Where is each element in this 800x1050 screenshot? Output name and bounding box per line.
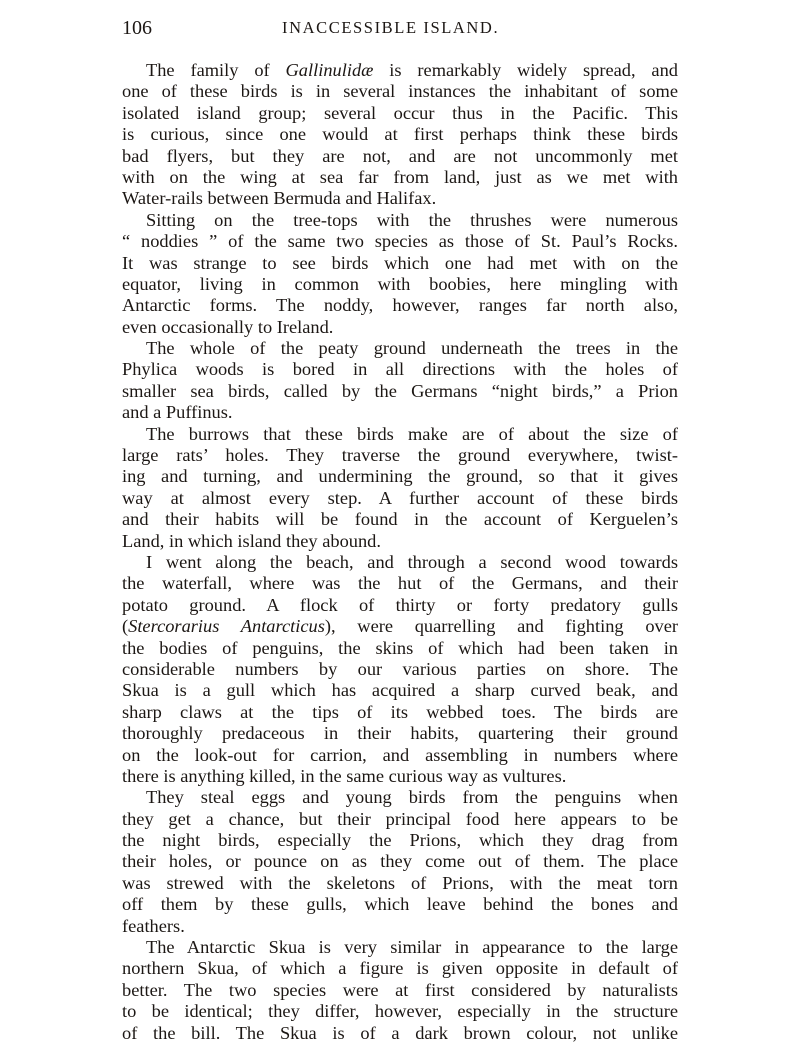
text-run: The burrows that these birds make are of about the size of (146, 423, 678, 444)
text-run: better. The two species were at first considered by naturalists (122, 979, 678, 1000)
text-run: way at almost every step. A further account of these birds (122, 487, 678, 508)
text-run: Water-rails between Bermuda and Halifax. (122, 188, 437, 209)
text-line (122, 787, 678, 808)
text-run: sharp claws at the tips of its webbed toes. The birds are (122, 701, 678, 722)
text-run: Sitting on the tree-tops with the thrushes were numerous (146, 209, 678, 230)
text-run: Antarctic forms. The noddy, however, ranges far north also, (122, 295, 678, 316)
text-run: Phylica woods is bored in all directions with the holes of (122, 359, 678, 380)
text-line (122, 680, 678, 701)
text-run: there is anything killed, in the same curious way as vultures. (122, 765, 567, 786)
text-run: northern Skua, of which a figure is given opposite in default of (122, 958, 678, 979)
body-text (122, 60, 678, 1044)
text-line (122, 295, 678, 316)
text-line (122, 445, 678, 466)
text-line (122, 531, 678, 552)
text-run: The Antarctic Skua is very similar in appearance to the large (146, 937, 678, 958)
text-line (122, 231, 678, 252)
text-run: The whole of the peaty ground underneath the trees in the (146, 338, 678, 359)
text-run: I went along the beach, and through a second wood towards (146, 551, 678, 572)
text-line (122, 638, 678, 659)
text-line (122, 381, 678, 402)
text-run: ing and turning, and undermining the ground, so that it gives (122, 466, 678, 487)
text-run: one of these birds is in several instances the inhabitant of some (122, 81, 678, 102)
text-line (122, 466, 678, 487)
text-run: smaller sea birds, called by the Germans “night birds,” a Prion (122, 380, 678, 401)
text-line (122, 659, 678, 680)
text-run: their holes, or pounce on as they come out of them. The place (122, 851, 678, 872)
text-line (122, 253, 678, 274)
text-run: “ noddies ” of the same two species as those of St. Paul’s Rocks. (122, 231, 678, 252)
text-line (122, 167, 678, 188)
text-run: off them by these gulls, which leave behind the bones and (122, 894, 678, 915)
text-run: thoroughly predaceous in their habits, quartering their ground (122, 723, 678, 744)
text-line (122, 745, 678, 766)
text-line (122, 488, 678, 509)
page-header (122, 14, 678, 42)
text-line (122, 809, 678, 830)
text-run: of the bill. The Skua is of a dark brown colour, not unlike (122, 1022, 678, 1043)
text-line (122, 552, 678, 573)
text-line (122, 894, 678, 915)
text-line (122, 851, 678, 872)
text-run: Skua is a gull which has acquired a sharp curved beak, and (122, 680, 678, 701)
text-run: considerable numbers by our various parties on shore. The (122, 658, 678, 679)
page-number: 106 (122, 17, 152, 39)
italic-text: Stercorarius Antarcticus (128, 616, 325, 637)
text-run: equator, living in common with boobies, here mingling with (122, 273, 678, 294)
text-line (122, 402, 678, 423)
text-line (122, 338, 678, 359)
text-run: It was strange to see birds which one had met with on the (122, 252, 678, 273)
text-run: isolated island group; several occur thus in the Pacific. This (122, 102, 678, 123)
text-run: and a Puffinus. (122, 402, 233, 423)
text-run: potato ground. A flock of thirty or forty predatory gulls (122, 594, 678, 615)
text-run: the night birds, especially the Prions, which they drag from (122, 830, 678, 851)
text-line (122, 616, 678, 637)
text-run: even occasionally to Ireland. (122, 316, 334, 337)
text-line (122, 210, 678, 231)
text-line (122, 873, 678, 894)
text-line (122, 509, 678, 530)
text-line (122, 958, 678, 979)
text-run: Land, in which island they abound. (122, 530, 381, 551)
text-line (122, 766, 678, 787)
text-line (122, 1023, 678, 1044)
text-line (122, 317, 678, 338)
text-run: is remarkably widely spread, and (373, 60, 678, 80)
text-run: ( (122, 616, 129, 637)
text-run: the waterfall, where was the hut of the Germans, and their (122, 573, 678, 594)
text-run: They steal eggs and young birds from the penguins when (146, 787, 678, 808)
text-line (122, 274, 678, 295)
text-line (122, 188, 678, 209)
text-run: they get a chance, but their principal food here appears to be (122, 808, 678, 829)
text-run: The family of (146, 60, 286, 80)
text-line (122, 937, 678, 958)
text-line (122, 916, 678, 937)
text-run: bad flyers, but they are not, and are not uncommonly met (122, 145, 678, 166)
text-run: large rats’ holes. They traverse the ground everywhere, twist- (122, 445, 678, 466)
text-run: feathers. (122, 915, 185, 936)
text-line (122, 424, 678, 445)
italic-text: Gallinulidæ (285, 60, 374, 80)
text-line (122, 595, 678, 616)
text-line (122, 103, 678, 124)
text-line (122, 359, 678, 380)
text-line (122, 573, 678, 594)
text-run: with on the wing at sea far from land, just as we met with (122, 166, 678, 187)
text-run: was strewed with the skeletons of Prions, with the meat torn (122, 872, 678, 893)
text-run: to be identical; they differ, however, especially in the structure (122, 1001, 678, 1022)
text-run: ), were quarrelling and fighting over (324, 616, 678, 637)
text-run: on the look-out for carrion, and assembling in numbers where (122, 744, 678, 765)
running-head: INACCESSIBLE ISLAND. (282, 18, 500, 37)
text-run: the bodies of penguins, the skins of which had been taken in (122, 637, 678, 658)
text-line (122, 1001, 678, 1022)
text-line (122, 723, 678, 744)
text-line (122, 830, 678, 851)
text-line (122, 980, 678, 1001)
text-line (122, 60, 678, 81)
text-line (122, 124, 678, 145)
text-line (122, 81, 678, 102)
text-line (122, 702, 678, 723)
text-run: is curious, since one would at first perhaps think these birds (122, 124, 678, 145)
text-run: and their habits will be found in the account of Kerguelen’s (122, 509, 678, 530)
text-line (122, 146, 678, 167)
